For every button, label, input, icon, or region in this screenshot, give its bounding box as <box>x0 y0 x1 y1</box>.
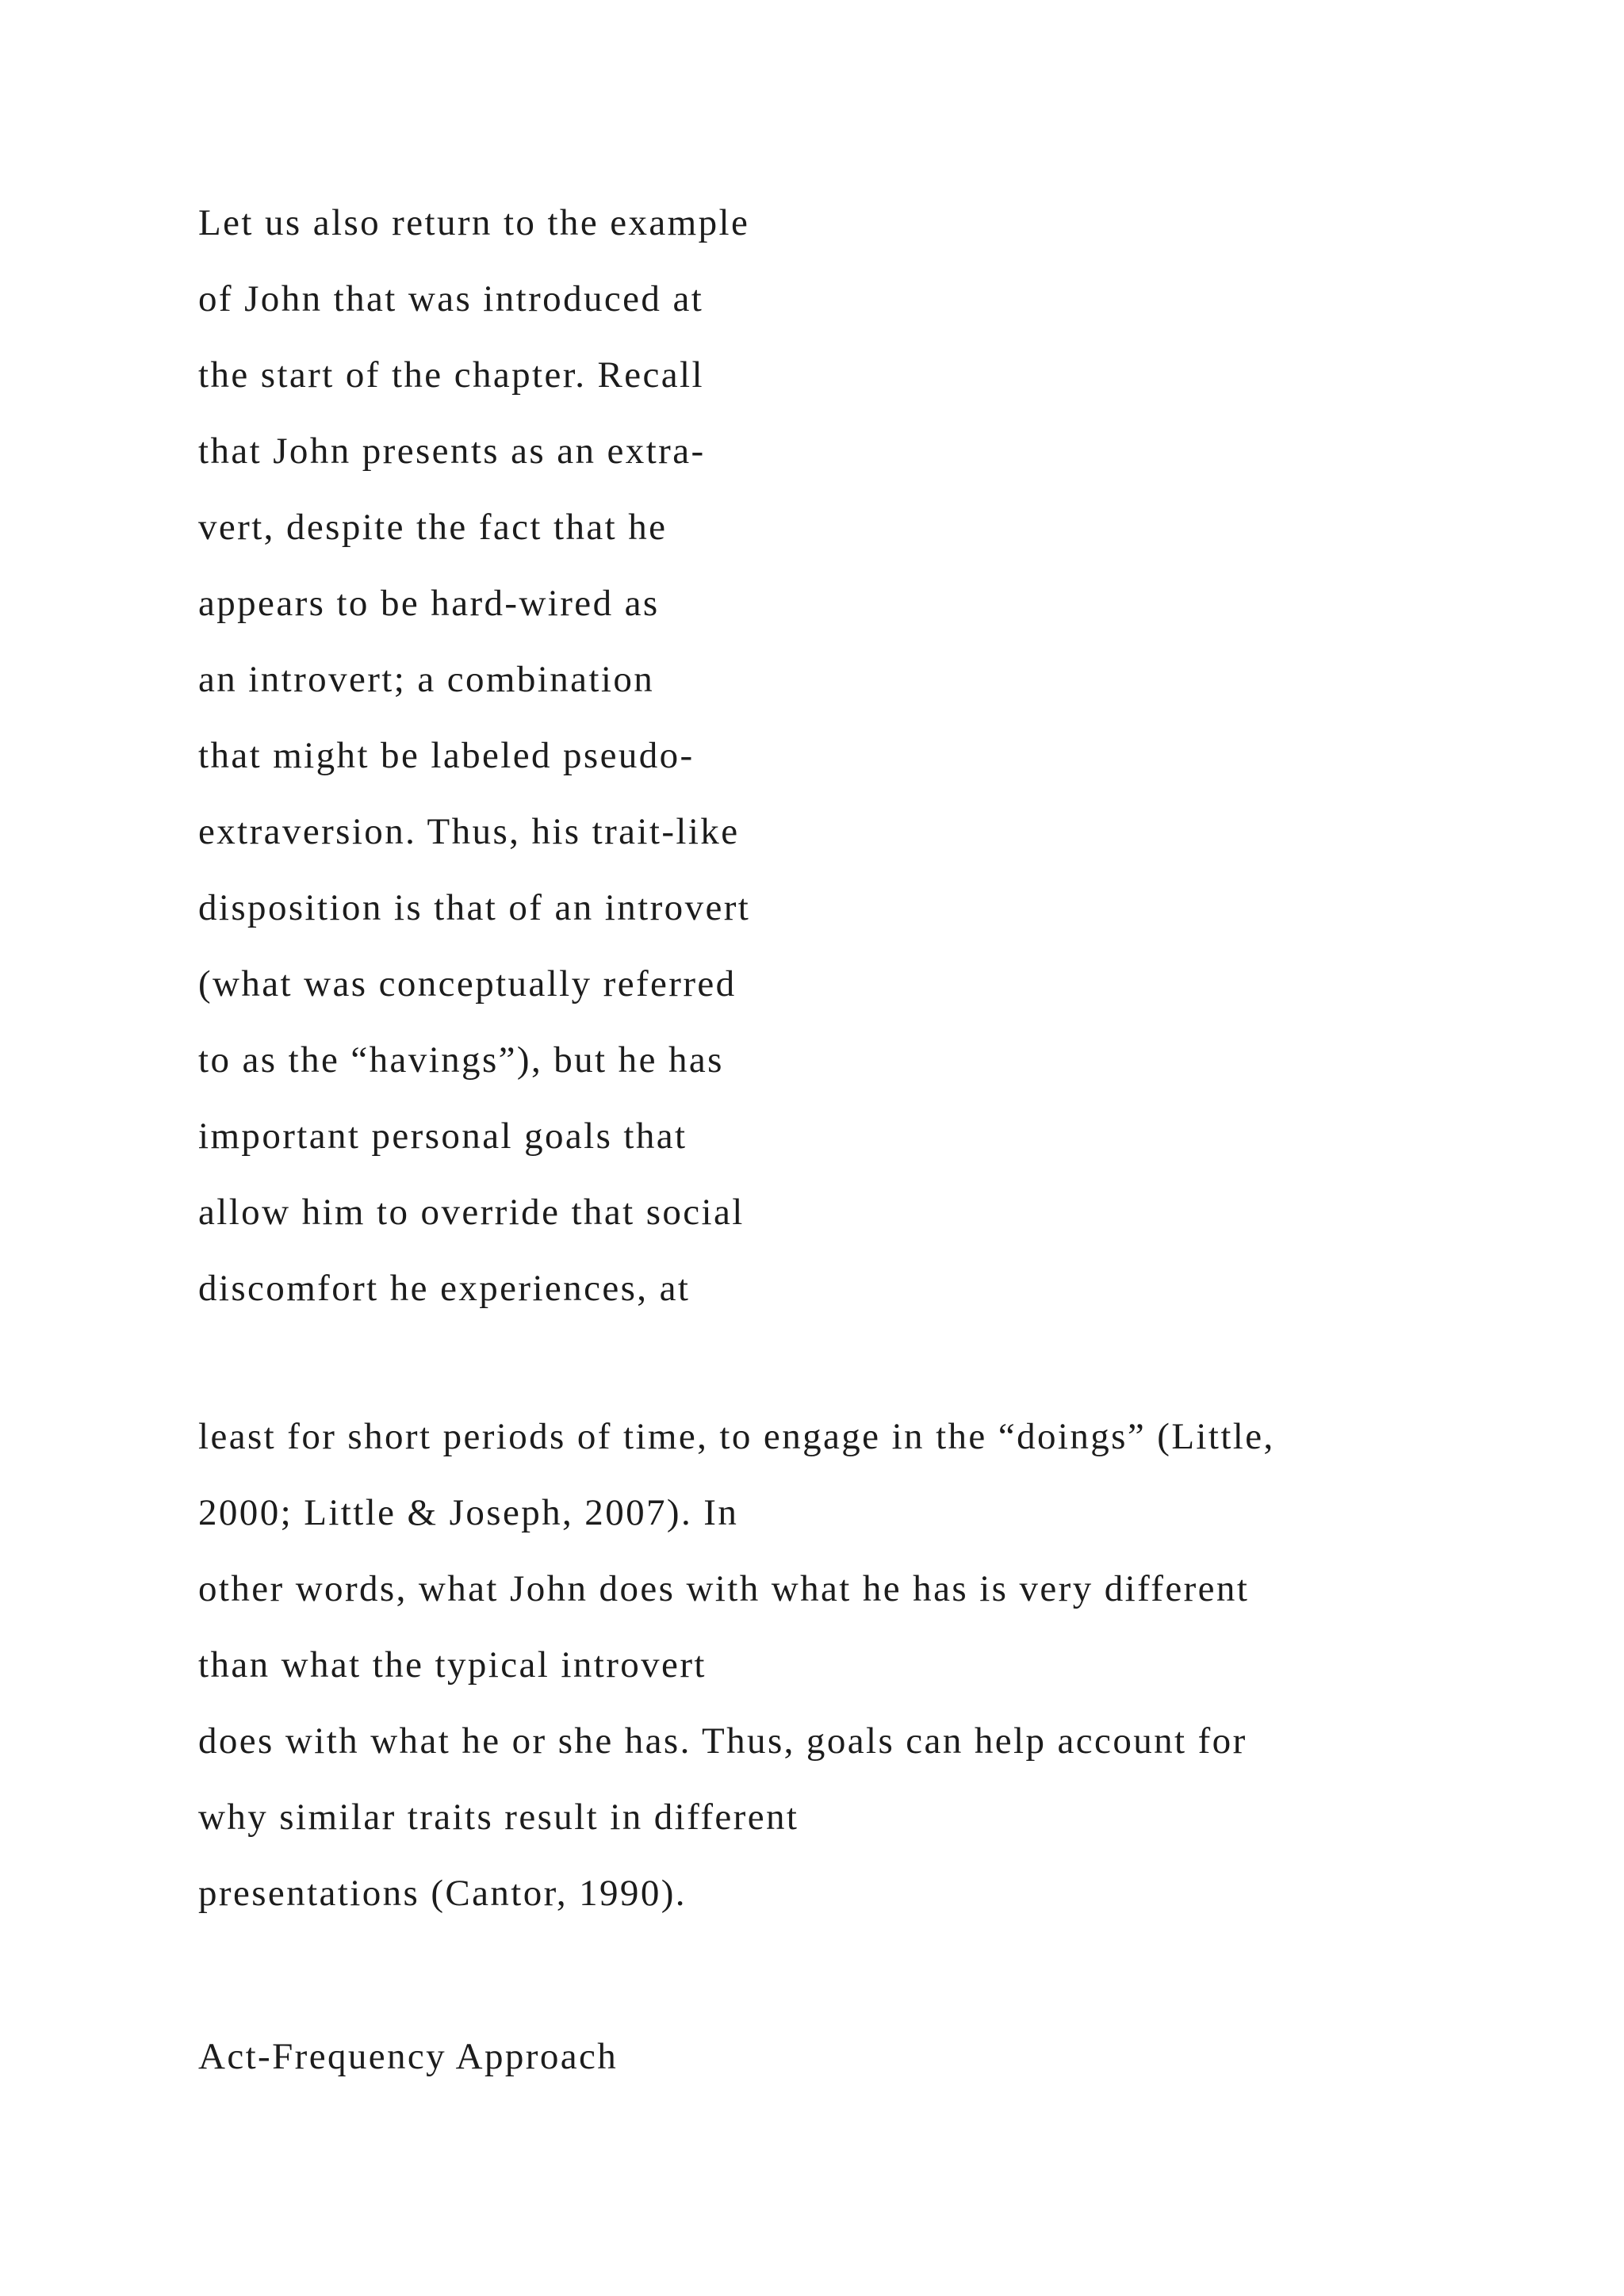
text-line: allow him to override that social <box>198 1192 745 1233</box>
text-line: does with what he or she has. Thus, goals can help account for <box>198 1720 1247 1762</box>
text-line: presentations (Cantor, 1990). <box>198 1873 687 1914</box>
text-line: discomfort he experiences, at <box>198 1268 691 1309</box>
text-line: vert, despite the fact that he <box>198 507 668 548</box>
text-line: that John presents as an extra- <box>198 430 706 472</box>
text-line: other words, what John does with what he has is very different <box>198 1568 1250 1609</box>
text-line: disposition is that of an introvert <box>198 887 751 928</box>
paragraph-doings-continuation <box>198 1399 1275 1931</box>
section-heading-text: Act-Frequency Approach <box>198 2036 619 2077</box>
section-heading <box>198 2019 618 2095</box>
paragraph-john-example <box>198 185 750 1326</box>
text-line: of John that was introduced at <box>198 278 704 320</box>
text-line: extraversion. Thus, his trait-like <box>198 811 740 852</box>
text-line: (what was conceptually referred <box>198 963 737 1004</box>
text-line: appears to be hard-wired as <box>198 583 660 624</box>
text-line: why similar traits result in different <box>198 1797 799 1838</box>
text-line: an introvert; a combination <box>198 659 655 700</box>
text-line: 2000; Little & Joseph, 2007). In <box>198 1492 739 1533</box>
text-line: than what the typical introvert <box>198 1644 707 1686</box>
text-line: to as the “havings”), but he has <box>198 1039 724 1081</box>
text-line: Let us also return to the example <box>198 202 750 243</box>
text-line: that might be labeled pseudo- <box>198 735 695 776</box>
text-line: the start of the chapter. Recall <box>198 354 704 396</box>
text-line: least for short periods of time, to engage in the “doings” (Little, <box>198 1416 1275 1457</box>
text-line: important personal goals that <box>198 1115 688 1157</box>
